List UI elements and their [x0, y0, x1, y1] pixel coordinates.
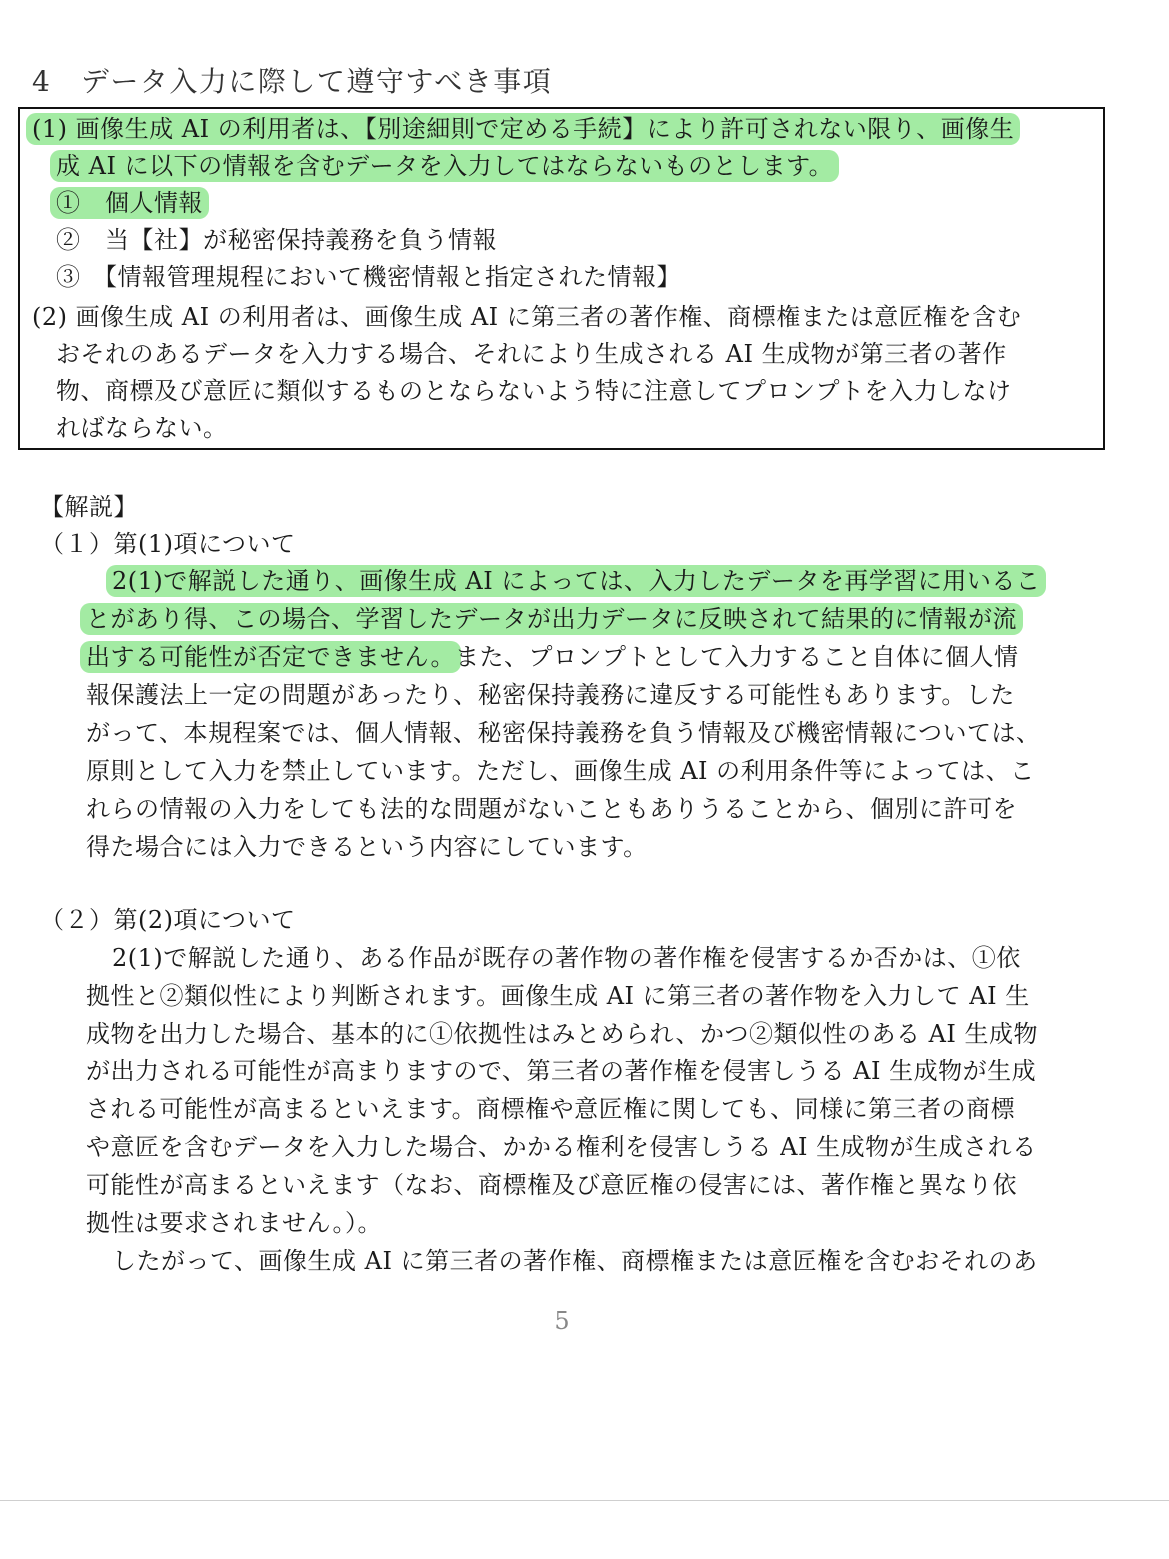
highlight-mark: 出する可能性が否定できません。: [80, 641, 461, 673]
commentary-section-1-line-3: [86, 642, 1018, 672]
commentary-section-1-title: （１）第(1)項について: [40, 530, 296, 558]
highlight-mark: 成 AI に以下の情報を含むデータを入力してはならないものとします。: [50, 150, 839, 182]
rule-item-1-sub-1: [56, 188, 203, 218]
commentary-section-1-line-1: [112, 566, 1040, 596]
rule-item-2-line-1: (2) 画像生成 AI の利用者は、画像生成 AI に第三者の著作権、商標権または意匠権を含む: [32, 303, 1022, 331]
rule-item-2-line-3: 物、商標及び意匠に類似するものとならないよう特に注意してプロンプトを入力しなけ: [56, 377, 1012, 405]
rule-item-2-line-4: ればならない。: [56, 414, 228, 442]
section-heading: 4 データ入力に際して遵守すべき事項: [32, 65, 553, 98]
commentary-section-1-line-7: れらの情報の入力をしても法的な問題がないこともありうることから、個別に許可を: [86, 795, 1017, 823]
rule-item-1-line-1: [32, 114, 1014, 144]
commentary-section-2-line-4: が出力される可能性が高まりますので、第三者の著作権を侵害しうる AI 生成物が生成: [86, 1057, 1037, 1085]
commentary-section-1-line-6: 原則として入力を禁止しています。ただし、画像生成 AI の利用条件等によっては、こ: [86, 757, 1035, 785]
commentary-section-2-line-2: 拠性と②類似性により判断されます。画像生成 AI に第三者の著作物を入力して AI 生: [86, 982, 1030, 1010]
commentary-section-2-line-6: や意匠を含むデータを入力した場合、かかる権利を侵害しうる AI 生成物が生成される: [86, 1133, 1037, 1161]
rule-item-1-line-2: [56, 151, 833, 181]
page-number: 5: [554, 1307, 570, 1335]
highlight-mark: とがあり得、この場合、学習したデータが出力データに反映されて結果的に情報が流: [80, 603, 1023, 635]
highlight-mark: 2(1)で解説した通り、画像生成 AI によっては、入力したデータを再学習に用いるこ: [106, 565, 1046, 597]
rule-item-2-line-2: おそれのあるデータを入力する場合、それにより生成される AI 生成物が第三者の著作: [56, 340, 1007, 368]
commentary-section-2-line-5: される可能性が高まるといえます。商標権や意匠権に関しても、同様に第三者の商標: [86, 1095, 1016, 1123]
rule-item-1-sub-2: ② 当【社】が秘密保持義務を負う情報: [56, 226, 497, 254]
commentary-section-1-line-8: 得た場合には入力できるという内容にしています。: [86, 833, 648, 861]
commentary-section-2-line-7: 可能性が高まるといえます（なお、商標権及び意匠権の侵害には、著作権と異なり依: [86, 1171, 1017, 1199]
commentary-section-2-line-9: したがって、画像生成 AI に第三者の著作権、商標権または意匠権を含むおそれのあ: [112, 1247, 1038, 1275]
highlight-mark: (1) 画像生成 AI の利用者は、【別途細則で定める手続】により許可されない限り、画像生: [26, 113, 1020, 145]
commentary-label: 【解説】: [40, 493, 138, 521]
commentary-section-2-line-3: 成物を出力した場合、基本的に①依拠性はみとめられ、かつ②類似性のある AI 生成物: [86, 1020, 1039, 1048]
commentary-section-1-line-4: 報保護法上一定の問題があったり、秘密保持義務に違反する可能性もあります。した: [86, 681, 1015, 709]
commentary-section-2-line-1: 2(1)で解説した通り、ある作品が既存の著作物の著作権を侵害するか否かは、①依: [112, 944, 1021, 972]
commentary-section-2-line-8: 拠性は要求されません。）。: [86, 1209, 382, 1237]
rule-item-1-sub-3: ③ 【情報管理規程において機密情報と指定された情報】: [56, 263, 681, 291]
page-bottom-rule: [0, 1500, 1169, 1501]
commentary-section-1-line-2: [86, 604, 1017, 634]
paragraph-text: また、プロンプトとして入力すること自体に個人情: [454, 643, 1019, 671]
highlight-mark: ① 個人情報: [50, 187, 209, 219]
commentary-section-2-title: （２）第(2)項について: [40, 906, 296, 934]
commentary-section-1-line-5: がって、本規程案では、個人情報、秘密保持義務を負う情報及び機密情報については、: [86, 719, 1041, 747]
